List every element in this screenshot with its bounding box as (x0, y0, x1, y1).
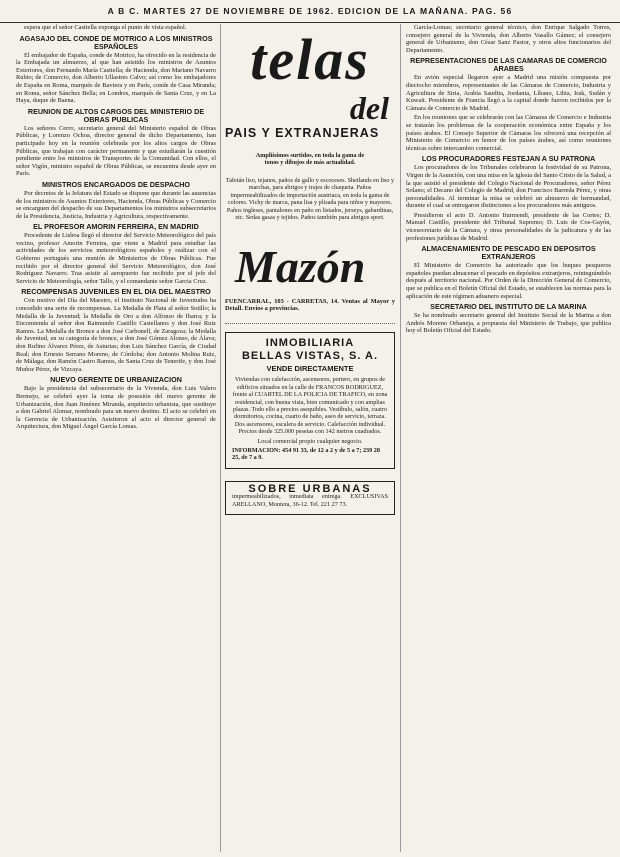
left-column (16, 24, 221, 852)
article-headline: RECOMPENSAS JUVENILES EN EL DIA DEL MAESTRO (21, 287, 211, 297)
telas-pais-text: PAIS Y EXTRANJERAS (225, 126, 380, 140)
page-header: A B C. MARTES 27 DE NOVIEMBRE DE 1962. EDICION DE LA MAÑANA. PAG. 56 (0, 0, 620, 23)
inmobiliaria-body: Viviendas con calefacción, ascensores, portero, en grupos de edificios situados en la calle de FRANCOS RODRIGUEZ, frente al CUARTEL DE LA POLICIA DE TRAFICO, en zona residencial, con buena vista, bien comunicado y con amplias plazas. Todo ello a precios asequibles. Vestíbulo, salón, cuatro dormitorios, cocina, cuarto de baño, aseo de servicio, terraza. Dos ascensores, escalera de servicio. Calefacción individual. Precios desde 325.000 pesetas con 142 metros cuadrados. (232, 376, 388, 436)
article (406, 303, 611, 335)
telas-brand-text: telas (250, 27, 370, 92)
article (16, 35, 216, 105)
article (16, 223, 216, 285)
article-paragraph: Con motivo del Día del Maestro, el Instituto Nacional de Juventudes ha concedido una serie de recompensas. La Medalla de Plata al señor Sotillo; la Medalla de la Juventud; la Medalla de Oro a don Alfonso de Ibarra; y la Encomienda al señor don Raimundo Castillo Castellanos y don José Ruiz Ramos. La Medalla de Bronce a don José Carbonell, de Zaragoza; la Medalla de Juventud, en su categoría de bronce, a don José Gómez Alonso, de Álava; don Rufino Álvarez Pérez, de Asturias; don Luis Sánchez García, de Ciudad Real; don Ernesto Serrano Moreno, de Córdoba; don Antonio Molina Ruiz, de Málaga; don Ramón Castro Ramos, de Santa Cruz de Tenerife, y don José Muñoz Pérez, de Vizcaya. (16, 297, 216, 373)
inmobiliaria-subtitle: VENDE DIRECTAMENTE (266, 363, 354, 373)
article (406, 57, 611, 152)
inmobiliaria-company: BELLAS VISTAS, S. A. (241, 349, 379, 362)
article-paragraph: Procedente de Lisboa llegó el director del Servicio Meteorológico del país vecino, profesor Amorin Ferreira, que viene a Madrid para estudiar las actividades de los servicios meteorológicos españoles y realizar con el Gobierno portugués una reunión de Ministerios de Obras Públicas. Fue recibido por el director general del Servicio Meteorológico, don José Rodríguez Navarro. Tras asistir al aeropuerto fue recibido por el jefe del Servicio de Meteorología, señor Tallo, y el comandante señor Garcia Cruz. (16, 232, 216, 285)
article-paragraph: Los procuradores de los Tribunales celebraron la festividad de su Patrona, Virgen de la Asunción, con una misa en la iglesia del Santo Cristo de la Salud, a la que asistió el presidente del Colegio Nacional de Procuradores, señor Pérez Solano; el Decano del Colegio de Madrid, don Francisco Barreda Pérez, y otras personalidades. Al terminar la misa se celebró un almuerzo de hermandad, durante el cual se entregaron distinciones a los procuradores más antiguos. (406, 164, 611, 210)
article (406, 24, 611, 54)
article (406, 245, 611, 300)
article-headline: LOS PROCURADORES FESTEJAN A SU PATRONA (421, 154, 596, 164)
article-headline: AGASAJO DEL CONDE DE MOTRICO A LOS MINISTROS ESPAÑOLES (19, 33, 213, 51)
article (406, 155, 611, 242)
telas-body-text: Tafetán liso, tejanos, paños de gallo y escoceses. Shetlands en liso y marchas, para abrigos y trajes de chaqueta. Paños impermeabilizados de importación austriaca, en toda la gama de colores. Vichy de marca, pana lisa y plisada para niños y mayores. Paños ingleses, pantalones en paño en listados, jerseys, gabardinas, etc. Sedas gasas y tejidos. Paños también para abrigos sport. (225, 176, 395, 222)
inmobiliaria-info: INFORMACION: 454 91 33, de 12 a 2 y de 5 a 7; 239 28 25, de 7 a 9. (232, 447, 380, 462)
article-headline: ALMACENAMIENTO DE PESCADO EN DEPOSITOS EXTRANJEROS (421, 244, 596, 262)
article-paragraph: Los señores Cerro, secretario general del Ministerio español de Obras Públicas, y Lorenzo Ochoa, director general de dicho Departamento, han participado hoy en la reunión celebrada por los altos cargos de Obras Públicas, que trabajan con carácter permanente y que estudiarán la cuestión pendiente entre los ministros de Transportes de la Comunidad. Con ellos, el señor Vigón, ministro español de Obras Públicas, se encuentra desde ayer en París. (16, 124, 216, 178)
article-headline: MINISTROS ENCARGADOS DE DESPACHO (41, 179, 191, 189)
article-paragraph: Por decretos de la Jefatura del Estado se dispone que durante las ausencias de los ministros de Asuntos Exteriores, Hacienda, Obras Públicas y Comercio se encarguen del despacho de sus Departamentos los ministros subsecretarios de la Presidencia, Justicia, Industria y Agricultura, respectivamente. (16, 189, 216, 220)
middle-column (225, 24, 395, 852)
article-paragraph: García-Lomas; secretario general técnico, don Enrique Salgado Torres, consejero general de la Vivienda, don Alberto Vasallo Gámez; el consejero general de Urbanismo, don César Sanz Pastor, y otros altos funcionarios del Departamento. (406, 24, 611, 54)
article-paragraph: espera que el señor Castiella exponga el punto de vista español. (24, 24, 187, 31)
telas-del-text: del (349, 90, 389, 126)
sobre-urbanas-body: impermeabilizados, inmediata entrega. EXCLUSIVAS ARELLANO, Montera, 36-12. Tel. 221 27 73. (232, 493, 388, 508)
inmobiliaria-advertisement (225, 332, 395, 469)
article (16, 181, 216, 220)
article-paragraph: En los reuniones que se celebrarán con las Cámaras de Comercio e Industria se tratarán los problemas de la cooperación económica entre España y los países árabes. El Consejo Superior de Cámaras los ofrecerá una recepción al Ministerio de Comercio en honor de los países árabes, así como reuniones técnicas sobre intercambio comercial. (406, 114, 611, 152)
article-paragraph: Se ha nombrado secretario general del Instituto Social de la Marina a don Andrés Moreno Orbaneja, a propuesta del Ministerio de Trabajo, que publica hoy el Boletín Oficial del Estado. (406, 312, 611, 335)
right-column (400, 24, 611, 852)
mazon-logo: Mazón (235, 240, 366, 292)
article-paragraph: En avión especial llegaron ayer a Madrid una misión compuesta por dieciocho miembros, representantes de las Cámaras de Comercio, Industria y Agricultura de Siria, Arabia Saudita, Jordania, Líbano, Libia, Irak, Sudán y Kuwait. Presidente de Francia llegó a la capital donde fueron recibidos por la Cámara de Comercio de Madrid. (406, 74, 611, 112)
inmobiliaria-note: Local comercial propio cualquier negocio. (257, 437, 363, 445)
article-paragraph: El Ministerio de Comercio ha autorizado que los buques pesqueros españoles puedan almacenar el pescado en depósitos extranjeros, reintegrándolo después al territorio nacional. Por Orden de la Dirección General de Comercio, que se publica en el Boletín Oficial del Estado, se establecen las normas para la aplicación de este régimen aduanero especial. (406, 262, 611, 300)
article-paragraph: Presidieron el acto D. Antonio Iturmendi, presidente de las Cortes; D. Manuel Castillo, presidente del Tribunal Supremo; D. Luis de Cos-Gayón, vicesecretario de la Cámara, y otras personalidades de la judicatura y de las profesiones jurídicas de Madrid. (406, 211, 611, 242)
article-paragraph: El embajador de España, conde de Motrico, ha ofrecido en la residencia de la Embajada un almuerzo, al que han asistido los ministros de Asuntos Exteriores, don Fernando María Castiella; de Hacienda, don Mariano Navarro Rubio; de Comercio, don Alberto Ullastres Calvo; así como los embajadores de España en Roma, marqués de Baviera y en París, conde de Casa Miranda; en Roma, señor Sánchez Bella; en Londres, marqués de Santa Cruz, y en La Haya, duque de Baena. (16, 51, 216, 105)
article-headline: REUNION DE ALTOS CARGOS DEL MINISTERIO DE OBRAS PUBLICAS (27, 106, 205, 124)
article (16, 288, 216, 373)
article (16, 24, 216, 32)
article-headline: NUEVO GERENTE DE URBANIZACION (50, 375, 182, 385)
inmobiliaria-title: INMOBILIARIA (265, 336, 355, 349)
mazon-address: FUENCARRAL, 103 - CARRETAS, 14. Ventas al Mayor y Detall. Envíos a provincias. (225, 297, 395, 313)
article (16, 376, 216, 431)
divider (225, 323, 395, 324)
article-headline: REPRESENTACIONES DE LAS CAMARAS DE COMERCIO ARABES (410, 56, 607, 74)
telas-advertisement (225, 27, 395, 222)
article-paragraph: Bajo la presidencia del subsecretario de la Vivienda, don Luis Valero Bermejo, se celebró ayer la toma de posesión del nuevo gerente de Urbanización, don Juan Jiménez Miranda, arquitecto urbanista, que sustituye a don Gabriel Alomar, nombrado para un nuevo destino. El acto se celebró en la Gerencia de Urbanización. Asistieron al acto el director general de Arquitectura, don Miguel Ángel García Lomas. (16, 385, 216, 431)
sobre-urbanas-title: SOBRE URBANAS (248, 482, 372, 495)
article-headline: EL PROFESOR AMORIN FERREIRA, EN MADRID (33, 222, 199, 232)
article (16, 108, 216, 178)
article-headline: SECRETARIO DEL INSTITUTO DE LA MARINA (430, 302, 587, 312)
sobre-urbanas-advertisement (225, 481, 395, 515)
telas-subtitle: Ampliísimos surtidos, en toda la gama de tonos y dibujos de más actualidad. (255, 151, 365, 167)
